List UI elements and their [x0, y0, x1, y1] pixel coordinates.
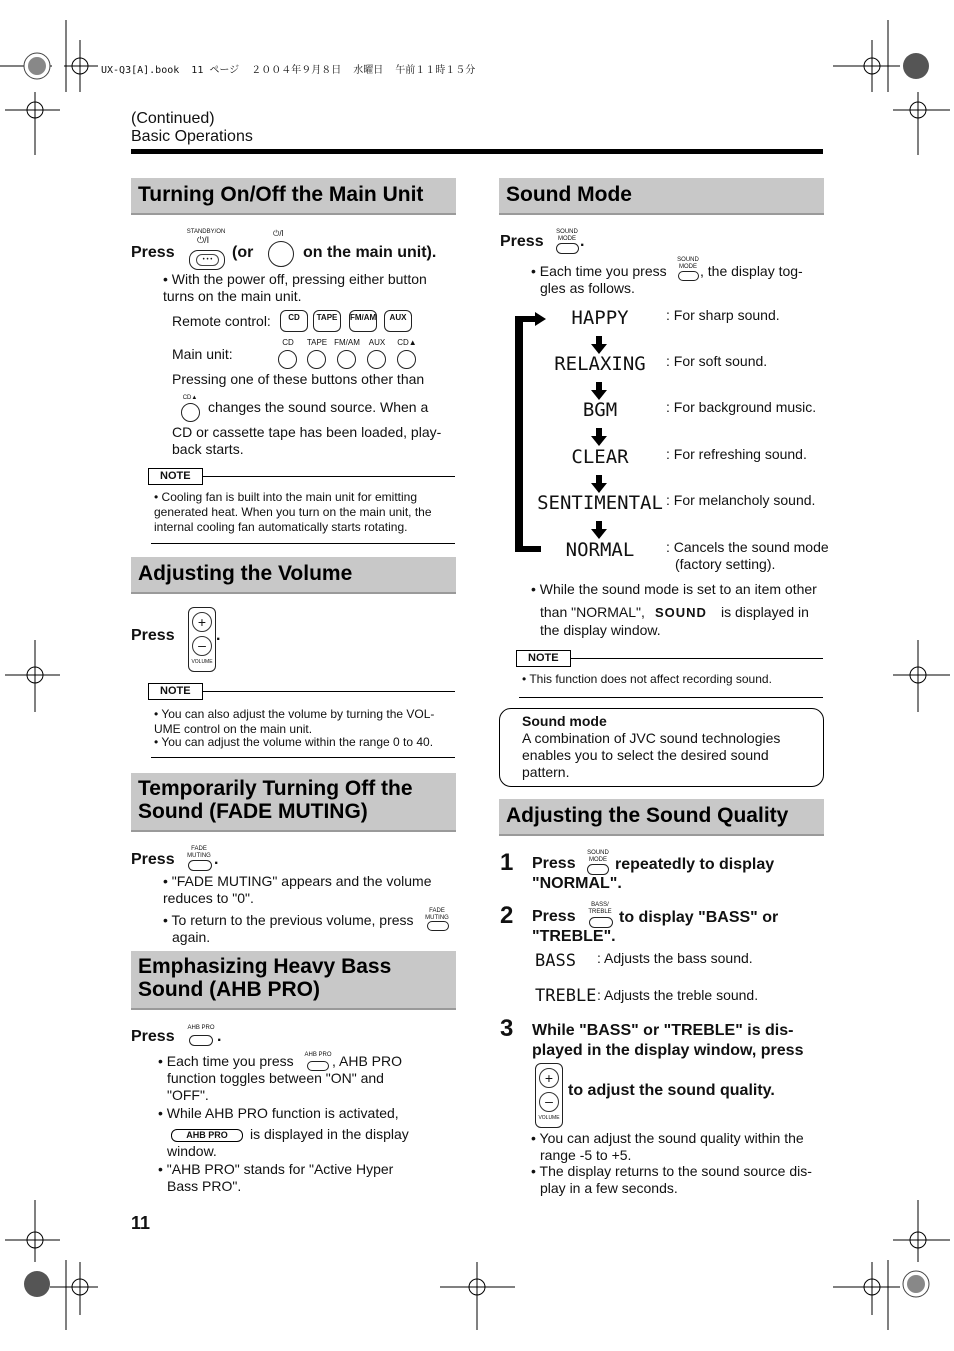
step-2-number: 2	[500, 902, 514, 929]
mode-desc-2: : For background music.	[666, 399, 817, 415]
loop-bracket	[515, 316, 523, 552]
mode-desc-3: : For refreshing sound.	[666, 446, 807, 462]
power-para-3: CD or cassette tape has been loaded, play-back starts.	[172, 424, 442, 457]
mode-display-2: BGM	[582, 399, 618, 421]
down-arrow-icon	[591, 382, 607, 400]
sound-note: • This function does not affect recording sound.	[522, 672, 772, 686]
period: .	[216, 627, 221, 644]
fade-bullet-2b: again.	[172, 929, 211, 945]
bass-desc: : Adjusts the bass sound.	[597, 950, 753, 966]
mode-desc-1: : For soft sound.	[666, 353, 768, 369]
section-heading-ahb-pro	[131, 951, 456, 1010]
note-label: NOTE	[516, 650, 571, 667]
down-arrow-icon	[591, 336, 607, 354]
ahb-pro-label: AHB PRO	[304, 1052, 332, 1058]
bass-display: BASS	[535, 951, 576, 971]
mode-desc-4: : For melancholy sound.	[666, 492, 816, 508]
standby-button-icon: • • •	[189, 250, 225, 270]
quality-bullet-2: • The display returns to the sound source dis-play in a few seconds.	[531, 1163, 812, 1196]
sound-mode-label: SOUND MODE	[556, 229, 578, 242]
volume-note-1: • You can also adjust the volume by turning the VOL-UME control on the main unit.	[154, 707, 435, 736]
sound-indicator: SOUND	[655, 605, 707, 620]
step-2-press: Press	[532, 908, 576, 925]
main-unit-button-3	[367, 350, 386, 369]
sound-bullet-1b: , the display tog-gles as follows.	[540, 263, 803, 296]
section-title: Turning On/Off the Main Unit	[138, 183, 424, 206]
ahb-bullet-2a: • While AHB PRO function is activated,	[158, 1105, 399, 1121]
down-arrow-icon	[591, 521, 607, 539]
sound-bullet-2a: • While the sound mode is set to an item other	[531, 581, 817, 597]
press-label: Press	[131, 1028, 175, 1045]
step-3-text: While "BASS" or "TREBLE" is dis-played in the display window, press	[532, 1022, 804, 1059]
volume-label: VOLUME	[191, 659, 213, 665]
mode-display-4: SENTIMENTAL	[537, 492, 663, 514]
standby-label: STANDBY/ON	[186, 229, 226, 235]
treble-display: TREBLE	[535, 986, 597, 1006]
section-heading-volume	[131, 557, 456, 594]
main-unit-buttons	[278, 338, 428, 370]
power-bullet-1: • With the power off, pressing either button turns on the main unit.	[163, 271, 427, 304]
step-3-text-b: to adjust the sound quality.	[568, 1082, 775, 1099]
step-1-press: Press	[532, 855, 576, 872]
header-continued: (Continued)	[131, 110, 215, 127]
note-rule-bottom	[519, 697, 823, 698]
mode-display-3: CLEAR	[571, 446, 629, 468]
section-title: Emphasizing Heavy Bass Sound (AHB PRO)	[138, 955, 392, 1001]
mode-display-0: HAPPY	[571, 307, 629, 329]
press-label: Press	[500, 233, 544, 250]
ahb-pro-button-icon	[189, 1035, 213, 1046]
main-unit-button-label-1: TAPE	[306, 338, 328, 347]
standby-symbol: ⏻/I	[197, 235, 210, 245]
period: .	[580, 233, 585, 250]
section-heading-power	[131, 178, 456, 215]
remote-button-2: FM/AM	[349, 310, 377, 332]
press-label: Press	[131, 851, 175, 868]
period: .	[214, 851, 219, 868]
volume-button-icon: + – VOLUME	[188, 607, 216, 672]
fade-muting-label: FADE MUTING	[187, 846, 211, 859]
main-power-symbol: ⏻/I	[273, 229, 284, 238]
remote-button-0: CD	[280, 310, 308, 332]
sound-bullet-2c: is displayed in	[721, 604, 809, 620]
sound-bullet-2d: the display window.	[540, 622, 661, 638]
remote-button-3: AUX	[384, 310, 412, 332]
press-label: Press	[131, 244, 175, 261]
remote-control-label: Remote control:	[172, 313, 271, 329]
note-rule-top	[570, 658, 823, 659]
ahb-bullet-1b: , AHB PRO function toggles between "ON" and "OFF".	[167, 1053, 403, 1103]
sound-mode-label: SOUND MODE	[587, 850, 609, 863]
main-unit-button-1	[307, 350, 326, 369]
info-text: A combination of JVC sound technologies enables you to select the desired sound pattern.	[522, 730, 781, 780]
main-unit-button-label-2: FM/AM	[334, 338, 360, 347]
treble-desc: : Adjusts the treble sound.	[597, 987, 759, 1003]
header-section: Basic Operations	[131, 128, 253, 145]
section-heading-sound-mode	[499, 178, 824, 215]
mode-display-1: RELAXING	[554, 353, 646, 375]
ahb-pro-indicator: AHB PRO	[171, 1129, 243, 1142]
main-unit-button-label-4: CD▲	[397, 338, 417, 347]
remote-button-1: TAPE	[313, 310, 341, 332]
page-number: 11	[131, 1213, 151, 1233]
bass-treble-label: BASS/ TREBLE	[588, 902, 612, 915]
print-header: UX-Q3[A].book 11 ページ ２００４年９月８日 水曜日 午前１１時１５分	[101, 65, 476, 76]
main-power-button-icon	[268, 241, 294, 267]
down-arrow-icon	[591, 428, 607, 446]
section-title: Temporarily Turning Off the Sound (FADE MUTING)	[138, 777, 413, 823]
note-rule-top	[202, 691, 455, 692]
step-2-text: to display "BASS" or "TREBLE".	[532, 909, 779, 945]
cd-eject-button-icon	[181, 403, 200, 422]
note-rule-bottom	[151, 757, 455, 758]
note-rule-top	[202, 476, 455, 477]
step-3-number: 3	[500, 1015, 514, 1042]
section-heading-sound-quality	[499, 799, 824, 836]
on-main-unit-text: on the main unit).	[303, 244, 437, 261]
main-unit-button-4	[397, 350, 416, 369]
ahb-pro-label: AHB PRO	[187, 1025, 215, 1031]
main-unit-button-0	[278, 350, 297, 369]
ahb-bullet-3: • "AHB PRO" stands for "Active Hyper Bass PRO".	[158, 1161, 394, 1194]
power-note: • Cooling fan is built into the main unit for emitting generated heat. When you turn on the main unit, the internal cooling fan automatically starts rotating.	[154, 490, 432, 534]
fade-muting-label: FADE MUTING	[425, 908, 449, 921]
or-text: (or	[232, 244, 254, 261]
power-para-1: Pressing one of these buttons other than	[172, 371, 425, 387]
ahb-bullet-2b: is displayed in the display window.	[167, 1126, 409, 1159]
period: .	[217, 1028, 222, 1045]
sound-bullet-2b: than "NORMAL",	[540, 604, 645, 620]
mode-desc-5: : Cancels the sound mode (factory setting).	[666, 539, 829, 572]
section-title: Sound Mode	[506, 183, 632, 206]
info-title: Sound mode	[522, 713, 607, 729]
remote-buttons	[280, 310, 420, 334]
section-heading-fade-muting	[131, 773, 456, 832]
main-unit-label: Main unit:	[172, 346, 233, 362]
quality-bullet-1: • You can adjust the sound quality within the range -5 to +5.	[531, 1130, 804, 1163]
down-arrow-icon	[591, 475, 607, 493]
volume-button-icon: + – VOLUME	[535, 1063, 563, 1128]
volume-note-2: • You can adjust the volume within the range 0 to 40.	[154, 735, 434, 749]
fade-muting-button-icon	[188, 860, 212, 871]
note-label: NOTE	[148, 468, 203, 485]
mode-desc-0: : For sharp sound.	[666, 307, 780, 323]
press-label: Press	[131, 627, 175, 644]
step-1-text: repeatedly to display "NORMAL".	[532, 856, 775, 892]
note-label: NOTE	[148, 683, 203, 700]
power-para-2: changes the sound source. When a	[208, 399, 429, 415]
note-rule-bottom	[151, 543, 455, 544]
sound-mode-label: SOUND MODE	[677, 257, 699, 270]
sound-mode-button-icon	[556, 243, 579, 254]
volume-label: VOLUME	[538, 1115, 560, 1121]
loop-bracket-top	[515, 316, 537, 322]
sound-bullet-1a: • Each time you press	[531, 263, 667, 279]
step-1-number: 1	[500, 849, 514, 876]
section-title: Adjusting the Volume	[138, 562, 353, 585]
main-unit-button-2	[337, 350, 356, 369]
fade-bullet-2a: • To return to the previous volume, press	[163, 912, 414, 928]
cd-eject-label: CD▲	[182, 395, 198, 401]
fade-bullet-1: • "FADE MUTING" appears and the volume reduces to "0".	[163, 873, 432, 906]
section-title: Adjusting the Sound Quality	[506, 804, 789, 827]
mode-display-5: NORMAL	[565, 539, 635, 561]
ahb-bullet-1a: • Each time you press	[158, 1053, 294, 1069]
main-unit-button-label-0: CD	[282, 338, 294, 347]
header-rule	[131, 149, 823, 154]
main-unit-button-label-3: AUX	[368, 338, 386, 347]
fade-muting-button-icon	[427, 921, 449, 931]
